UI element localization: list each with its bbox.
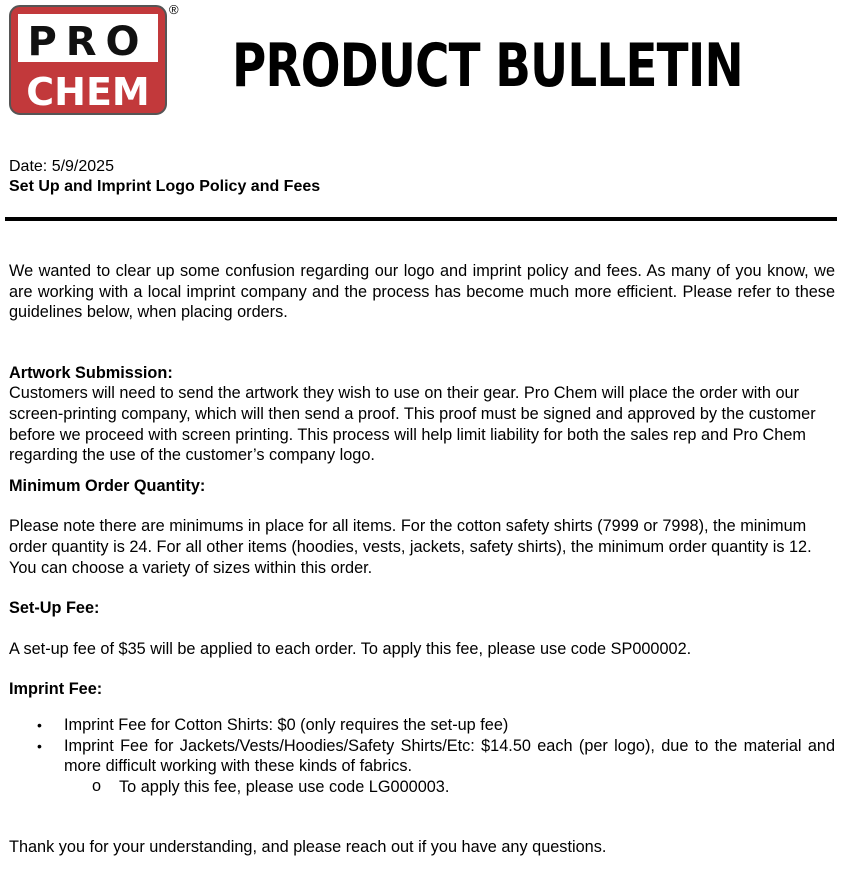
registered-trademark-icon: ® [169, 2, 179, 17]
logo-graphic [9, 5, 167, 115]
imprint-code-text: To apply this fee, please use code LG000003. [119, 777, 450, 796]
bulletin-date: Date: 5/9/2025 [9, 158, 114, 175]
bulletin-body [9, 261, 835, 858]
hollow-bullet-icon: o [92, 776, 102, 795]
imprint-item-jackets: Imprint Fee for Jackets/Vests/Hoodies/Safety Shirts/Etc: $14.50 each (per logo), due to the material and more difficult working with these kinds of fabrics. [64, 736, 835, 776]
intro-paragraph: We wanted to clear up some confusion regarding our logo and imprint policy and fees. As many of you know, we are working with a local imprint company and the process has become much more efficient. Please refer to these guidelines below, when placing orders. [9, 262, 835, 322]
imprint-list [9, 715, 835, 777]
page-title: PRODUCT BULLETIN [232, 31, 743, 101]
artwork-heading: Artwork Submission: [9, 363, 173, 382]
closing-paragraph: Thank you for your understanding, and please reach out if you have any questions. [9, 838, 607, 857]
list-item [9, 736, 835, 777]
bulletin-subject: Set Up and Imprint Logo Policy and Fees [9, 178, 321, 195]
bullet-icon: • [37, 737, 42, 754]
imprint-sub-item [9, 777, 835, 798]
minimum-heading: Minimum Order Quantity: [9, 476, 206, 495]
list-item [9, 715, 835, 736]
pro-chem-logo [9, 2, 179, 115]
logo-text-pro: PRO [27, 19, 149, 65]
minimum-paragraph: Please note there are minimums in place for all items. For the cotton safety shirts (7999 or 7998), the minimum order quantity is 24. For all other items (hoodies, vests, jackets, safety shirts), the minimum order quantity is 12. You can choose a variety of sizes within this order. [9, 517, 812, 577]
logo-text-chem: CHEM [26, 70, 150, 114]
imprint-item-cotton: Imprint Fee for Cotton Shirts: $0 (only requires the set-up fee) [64, 715, 509, 734]
bullet-icon: • [37, 716, 42, 733]
artwork-paragraph: Customers will need to send the artwork they wish to use on their gear. Pro Chem will place the order with our screen-printing company, which will then send a proof. This proof must be signed and approved by the customer before we proceed with screen printing. This process will help limit liability for both the sales rep and Pro Chem regarding the use of the customer’s company logo. [9, 384, 816, 465]
setup-heading: Set-Up Fee: [9, 599, 100, 618]
imprint-heading: Imprint Fee: [9, 680, 103, 699]
header-divider [5, 217, 837, 221]
setup-paragraph: A set-up fee of $35 will be applied to each order. To apply this fee, please use code SP000002. [9, 639, 692, 658]
